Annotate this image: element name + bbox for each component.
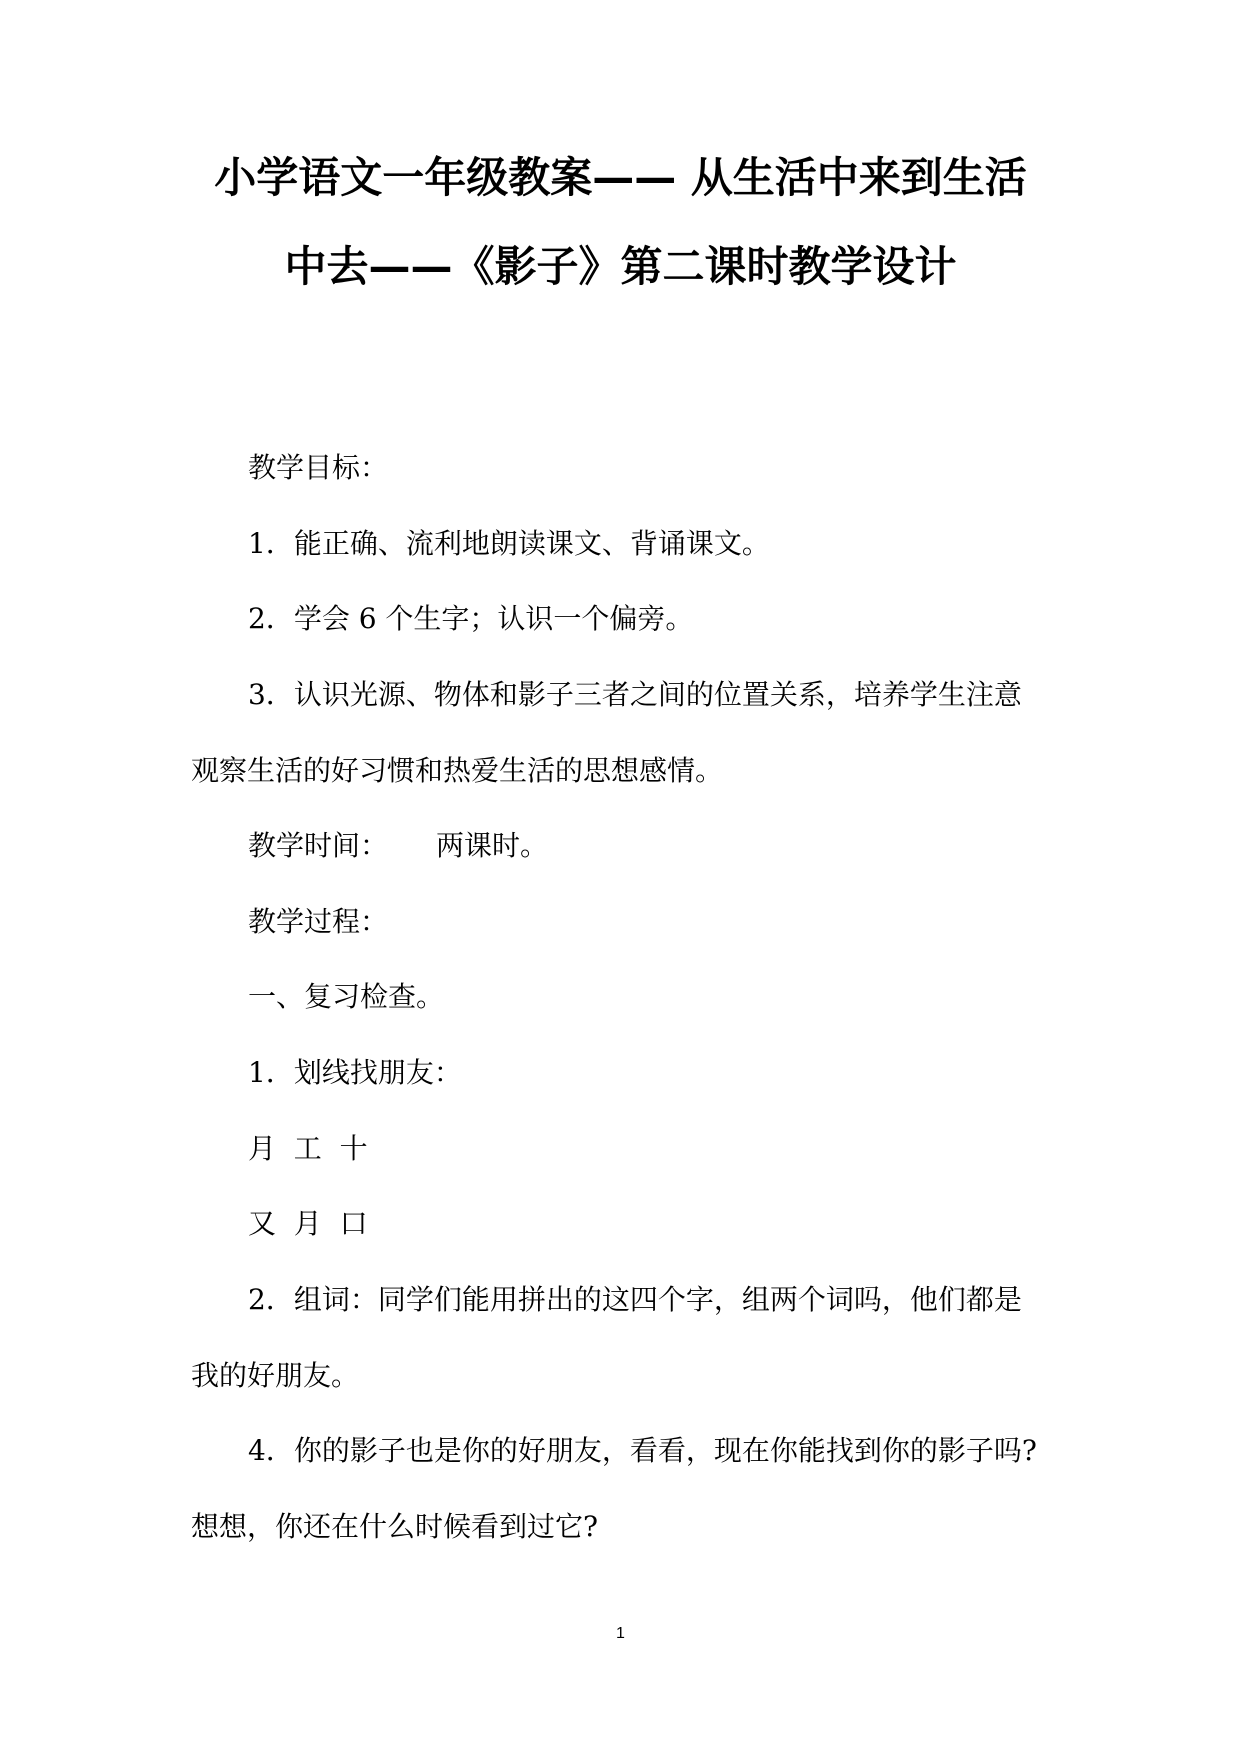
section-heading-1: 一、复习检查。 — [248, 980, 445, 1013]
document-title-line-1: 小学语文一年级教案—— 从生活中来到生活 — [214, 153, 1027, 202]
teaching-time-row — [248, 828, 548, 864]
process-item-4-line-1: 4．你的影子也是你的好朋友，看看，现在你能找到你的影子吗? — [248, 1434, 1037, 1467]
character-row-2: 又 月 口 — [248, 1207, 368, 1240]
teaching-time-value: 两课时。 — [436, 829, 549, 862]
character-row-1: 月 工 十 — [248, 1132, 368, 1165]
process-item-2-line-1: 2．组词：同学们能用拼出的这四个字，组两个词吗，他们都是 — [248, 1283, 1022, 1316]
teaching-time-label: 教学时间： — [248, 829, 389, 862]
goal-item-3-line-2: 观察生活的好习惯和热爱生活的思想感情。 — [191, 754, 724, 787]
page-number: 1 — [616, 1625, 625, 1642]
goal-item-3-line-1: 3．认识光源、物体和影子三者之间的位置关系，培养学生注意 — [248, 678, 1022, 711]
process-item-4-line-2: 想想，你还在什么时候看到过它? — [191, 1510, 599, 1543]
process-heading: 教学过程： — [248, 905, 389, 938]
process-item-2-line-2: 我的好朋友。 — [191, 1359, 360, 1392]
goal-item-1: 1．能正确、流利地朗读课文、背诵课文。 — [248, 527, 770, 560]
goals-heading: 教学目标： — [248, 451, 389, 484]
document-title-line-2: 中去——《影子》第二课时教学设计 — [284, 242, 957, 291]
goal-item-2: 2．学会 6 个生字；认识一个偏旁。 — [248, 602, 694, 635]
process-item-1: 1．划线找朋友： — [248, 1056, 462, 1089]
